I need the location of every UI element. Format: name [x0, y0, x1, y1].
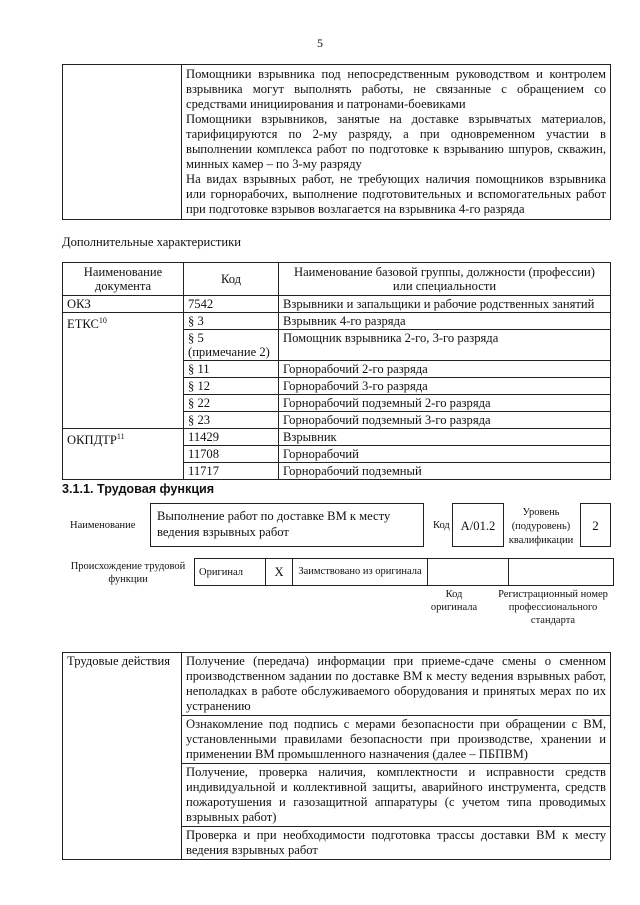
labor-action-item: Получение (передача) информации при приеме-сдаче смены о сменном производственном задании по доставке ВМ к месту ведения взрывных работ, неполадках в работе обслуживаемого оборудования и принятых мерах по их устранению	[182, 653, 611, 716]
table-row	[63, 313, 611, 330]
labor-actions-label: Трудовые действия	[63, 653, 182, 860]
code-cell: § 5 (примечание 2)	[184, 330, 279, 361]
original-code-cell	[428, 559, 509, 586]
labor-actions-table	[62, 652, 611, 860]
function-name-value: Выполнение работ по доставке ВМ к месту ведения взрывных работ	[150, 503, 424, 547]
original-label: Оригинал	[195, 559, 266, 586]
conditions-table	[62, 64, 611, 220]
header-code: Код	[184, 263, 279, 296]
name-label: Наименование	[70, 520, 136, 531]
original-mark: X	[266, 559, 293, 586]
conditions-paragraph: На видах взрывных работ, не требующих наличия помощников взрывника или горнорабочих, выполнение подготовительных и вспомогательных работ при подготовке взрывов возлагается на взрывника 4-го разряда	[186, 172, 606, 216]
code-cell: § 22	[184, 395, 279, 412]
code-cell: 11717	[184, 463, 279, 480]
name-cell: Горнорабочий подземный 3-го разряда	[279, 412, 611, 429]
header-doc: Наименование документа	[63, 263, 184, 296]
conditions-paragraph: Помощники взрывников, занятые на доставке взрывчатых материалов, тарифицируются по 2-му разряду, а при одновременном участии в выполнении комплекса работ по подготовке к взрыванию шпуров, скважин, минных камер – по 3-му разряду	[186, 112, 606, 171]
labor-action-item: Получение, проверка наличия, комплектности и исправности средств индивидуальной и коллективной защиты, аварийного инструмента, средств пожаротушения и газозащитной аппаратуры (с учетом типа проводимых взрывных работ)	[182, 764, 611, 827]
registration-number-label: Регистрационный номер профессионального стандарта	[498, 589, 608, 626]
code-cell: § 23	[184, 412, 279, 429]
borrowed-label: Заимствовано из оригинала	[293, 559, 428, 586]
table-row	[63, 429, 611, 446]
doc-cell: ОКЗ	[63, 296, 184, 313]
code-cell: § 12	[184, 378, 279, 395]
table-row	[63, 296, 611, 313]
labor-action-item: Ознакомление под подпись с мерами безопасности при обращении с ВМ, установленными правилами безопасности при производстве, хранении и применении ВМ промышленного назначения (далее – ПБПВМ)	[182, 716, 611, 764]
labor-function-title: 3.1.1. Трудовая функция	[62, 482, 215, 496]
code-cell: 7542	[184, 296, 279, 313]
additional-characteristics-table	[62, 262, 611, 480]
additional-characteristics-title: Дополнительные характеристики	[62, 235, 241, 249]
name-cell: Помощник взрывника 2-го, 3-го разряда	[279, 330, 611, 361]
table-row	[63, 653, 611, 716]
origin-table	[194, 558, 614, 586]
code-cell: § 3	[184, 313, 279, 330]
code-cell: § 11	[184, 361, 279, 378]
code-cell: 11429	[184, 429, 279, 446]
page-number: 5	[317, 36, 323, 50]
qualification-level-label: Уровень (подуровень) квалификации	[508, 507, 574, 546]
function-code-value: А/01.2	[452, 503, 504, 547]
name-cell: Взрывник 4-го разряда	[279, 313, 611, 330]
conditions-label-cell	[63, 65, 182, 220]
footnote-ref: 10	[98, 316, 107, 325]
conditions-paragraph: Помощники взрывника под непосредственным руководством и контролем взрывника могут выполнять работы, не связанные с обращением со средствами инициирования и патронами-боевиками	[186, 67, 606, 111]
name-cell: Взрывники и запальщики и рабочие родственных занятий	[279, 296, 611, 313]
doc-cell: ОКПДТР$^{11}$	[63, 429, 184, 480]
name-cell: Горнорабочий 2-го разряда	[279, 361, 611, 378]
footnote-ref: 11	[116, 432, 125, 441]
header-name: Наименование базовой группы, должности (профессии) или специальности	[279, 263, 611, 296]
doc-cell: ЕТКС$^{10}$	[63, 313, 184, 429]
code-cell: 11708	[184, 446, 279, 463]
name-cell: Взрывник	[279, 429, 611, 446]
reg-number-cell	[509, 559, 614, 586]
origin-label: Происхождение трудовой функции	[70, 561, 186, 585]
name-cell: Горнорабочий подземный 2-го разряда	[279, 395, 611, 412]
original-code-label: Код оригинала	[430, 589, 478, 613]
conditions-text-cell	[182, 65, 611, 220]
name-cell: Горнорабочий	[279, 446, 611, 463]
qualification-level-value: 2	[580, 503, 611, 547]
name-cell: Горнорабочий 3-го разряда	[279, 378, 611, 395]
name-cell: Горнорабочий подземный	[279, 463, 611, 480]
labor-action-item: Проверка и при необходимости подготовка трассы доставки ВМ к месту ведения взрывных работ	[182, 827, 611, 860]
code-label: Код	[433, 520, 450, 531]
